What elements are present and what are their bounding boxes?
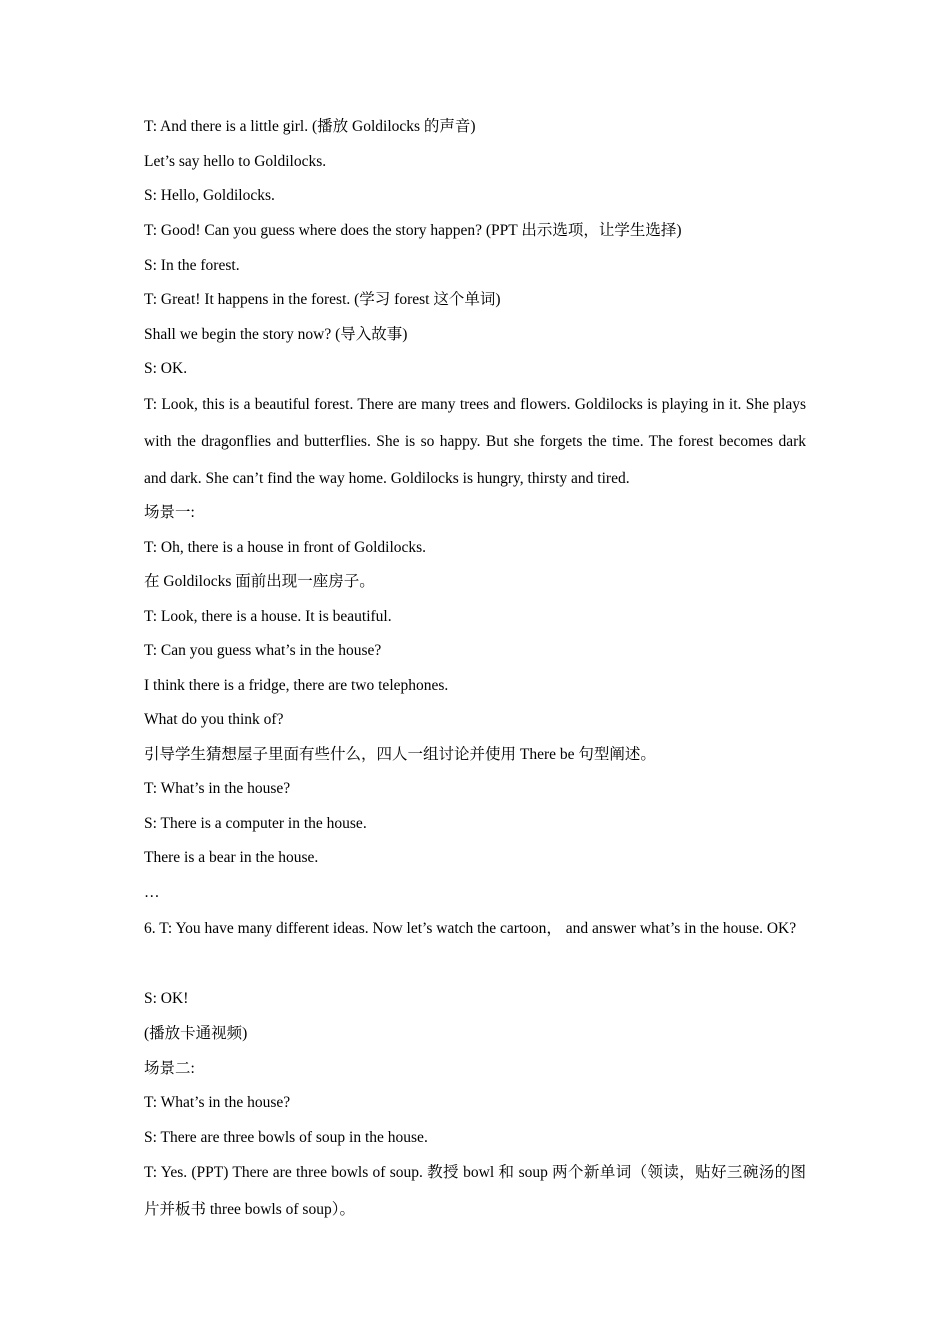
paragraph: T: Yes. (PPT) There are three bowls of soup. 教授 bowl 和 soup 两个新单词（领读，贴好三碗汤的图片并板书 three bowls of soup）。 bbox=[144, 1164, 806, 1218]
paragraph: I think there is a fridge, there are two telephones. bbox=[144, 677, 449, 694]
paragraph: What do you think of? bbox=[144, 711, 284, 728]
paragraph: 6. T: You have many different ideas. Now let’s watch the cartoon， and answer what’s in the house. OK? bbox=[144, 920, 797, 937]
paragraph: T: Good! Can you guess where does the story happen? (PPT 出示选项，让学生选择) bbox=[144, 222, 682, 239]
paragraph: S: OK! bbox=[144, 990, 189, 1007]
paragraph: T: What’s in the house? bbox=[144, 780, 291, 797]
section-heading: 场景二: bbox=[144, 1060, 195, 1077]
paragraph: T: Look, this is a beautiful forest. There are many trees and flowers. Goldilocks is playing in it. She plays with the dragonflies and butterflies. She is so happy. But she forgets the time. The forest becomes dark and dark. She can’t find the way home. Goldilocks is hungry, thirsty and tired. bbox=[144, 396, 806, 487]
paragraph: Shall we begin the story now? (导入故事) bbox=[144, 326, 408, 343]
paragraph: T: And there is a little girl. (播放 Goldilocks 的声音) bbox=[144, 118, 476, 135]
paragraph: S: In the forest. bbox=[144, 257, 240, 274]
paragraph: 引导学生猜想屋子里面有些什么，四人一组讨论并使用 There be 句型阐述。 bbox=[144, 746, 656, 763]
paragraph: T: What’s in the house? bbox=[144, 1094, 291, 1111]
paragraph: S: There is a computer in the house. bbox=[144, 815, 367, 832]
paragraph: (播放卡通视频) bbox=[144, 1025, 248, 1042]
paragraph: S: Hello, Goldilocks. bbox=[144, 187, 275, 204]
section-heading: 场景一: bbox=[144, 504, 195, 521]
paragraph: T: Oh, there is a house in front of Goldilocks. bbox=[144, 539, 427, 556]
paragraph: … bbox=[144, 884, 160, 901]
paragraph: 在 Goldilocks 面前出现一座房子。 bbox=[144, 573, 375, 590]
paragraph: Let’s say hello to Goldilocks. bbox=[144, 153, 327, 170]
paragraph: There is a bear in the house. bbox=[144, 849, 319, 866]
paragraph: S: OK. bbox=[144, 360, 188, 377]
paragraph: T: Great! It happens in the forest. (学习 forest 这个单词) bbox=[144, 291, 501, 308]
paragraph: T: Can you guess what’s in the house? bbox=[144, 642, 382, 659]
paragraph: S: There are three bowls of soup in the house. bbox=[144, 1129, 428, 1146]
paragraph: T: Look, there is a house. It is beautiful. bbox=[144, 608, 392, 625]
